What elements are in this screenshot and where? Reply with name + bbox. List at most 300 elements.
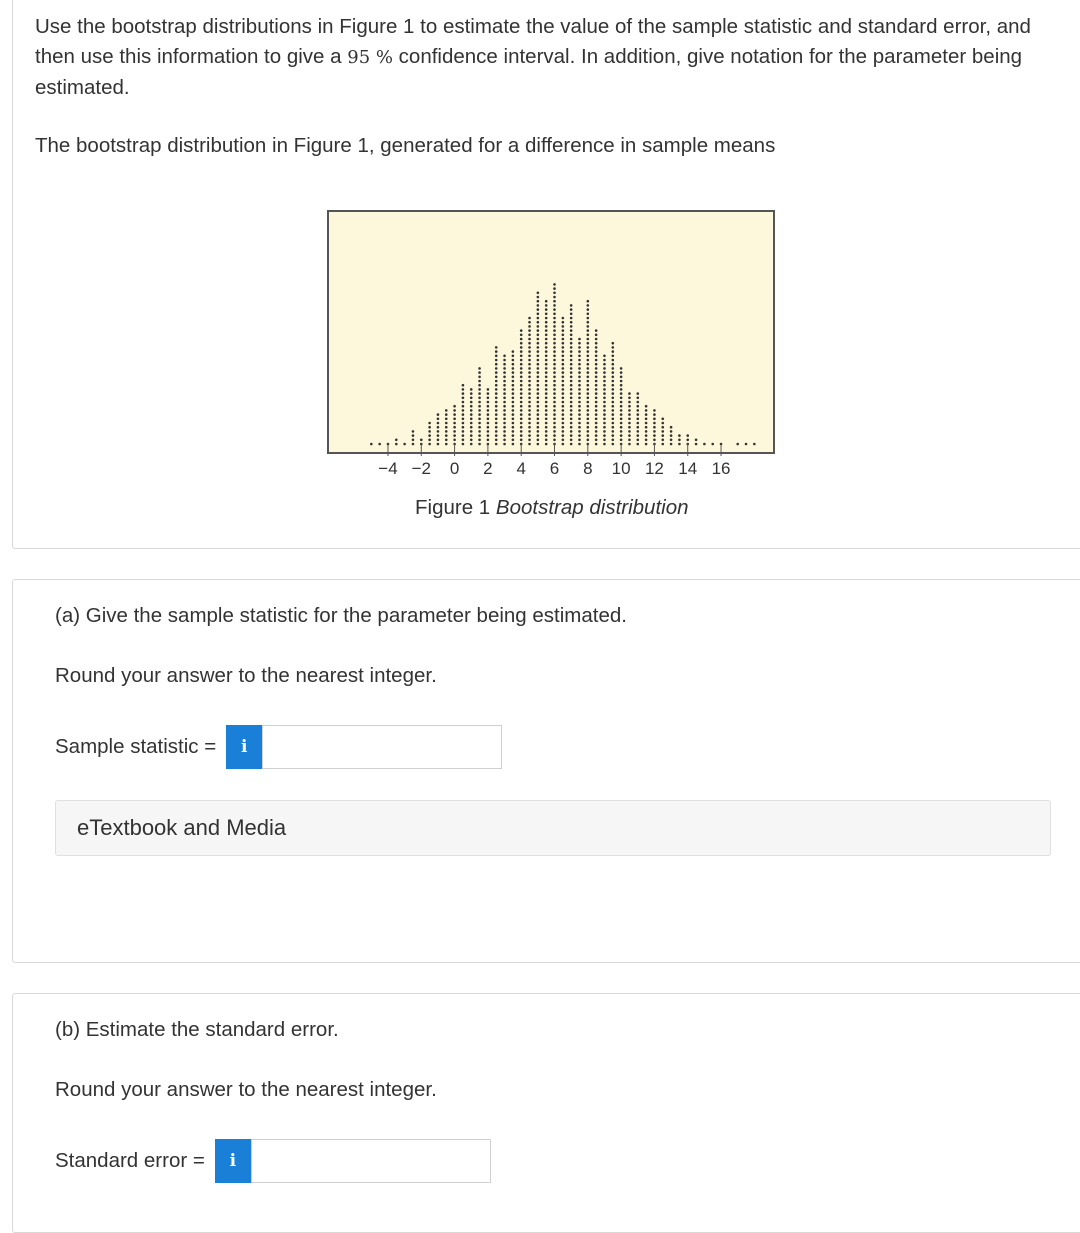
dot-column bbox=[628, 392, 631, 445]
dot bbox=[470, 397, 473, 400]
dot bbox=[603, 380, 606, 383]
dot bbox=[545, 308, 548, 311]
dot bbox=[520, 401, 523, 404]
dot bbox=[570, 422, 573, 425]
dot bbox=[503, 367, 506, 370]
dot-column bbox=[495, 346, 498, 445]
dot bbox=[620, 392, 623, 395]
dot bbox=[503, 413, 506, 416]
dot bbox=[478, 392, 481, 395]
dot bbox=[587, 409, 590, 412]
dot bbox=[537, 371, 540, 374]
dot bbox=[520, 329, 523, 332]
dot bbox=[487, 413, 490, 416]
dot bbox=[636, 397, 639, 400]
dot bbox=[628, 439, 631, 442]
dot bbox=[512, 350, 515, 353]
dot bbox=[528, 329, 531, 332]
dot bbox=[487, 426, 490, 429]
dot bbox=[470, 409, 473, 412]
dot bbox=[578, 439, 581, 442]
dot-column bbox=[428, 422, 431, 446]
dot bbox=[645, 434, 648, 437]
dot bbox=[620, 405, 623, 408]
dot bbox=[545, 392, 548, 395]
dot bbox=[553, 392, 556, 395]
dot bbox=[553, 350, 556, 353]
dot bbox=[545, 409, 548, 412]
dot bbox=[562, 434, 565, 437]
dot bbox=[570, 405, 573, 408]
dot bbox=[545, 342, 548, 345]
dot bbox=[562, 384, 565, 387]
dot bbox=[545, 304, 548, 307]
dot bbox=[503, 392, 506, 395]
dot bbox=[512, 380, 515, 383]
dot bbox=[562, 342, 565, 345]
dot bbox=[553, 405, 556, 408]
dot bbox=[545, 430, 548, 433]
dot bbox=[537, 338, 540, 341]
dot bbox=[603, 405, 606, 408]
dot bbox=[578, 338, 581, 341]
x-tick-label: 6 bbox=[549, 459, 560, 478]
dot bbox=[528, 334, 531, 337]
dot bbox=[553, 300, 556, 303]
dot bbox=[562, 439, 565, 442]
dot bbox=[603, 430, 606, 433]
dot bbox=[537, 367, 540, 370]
dot bbox=[545, 380, 548, 383]
dot bbox=[453, 405, 456, 408]
dot bbox=[578, 413, 581, 416]
dot bbox=[570, 392, 573, 395]
dot bbox=[512, 409, 515, 412]
dot bbox=[520, 384, 523, 387]
dot bbox=[537, 384, 540, 387]
dot bbox=[445, 426, 448, 429]
dot bbox=[537, 325, 540, 328]
dot bbox=[562, 338, 565, 341]
dot bbox=[611, 371, 614, 374]
part-b-title: (b) Estimate the standard error. bbox=[55, 1018, 339, 1041]
dot bbox=[570, 342, 573, 345]
dot bbox=[553, 367, 556, 370]
dot bbox=[495, 439, 498, 442]
dot bbox=[528, 359, 531, 362]
dot bbox=[412, 430, 415, 433]
dot bbox=[437, 413, 440, 416]
dot bbox=[570, 430, 573, 433]
dot bbox=[620, 409, 623, 412]
dot bbox=[620, 388, 623, 391]
dot bbox=[453, 413, 456, 416]
dot bbox=[562, 397, 565, 400]
dot bbox=[470, 434, 473, 437]
dot bbox=[603, 388, 606, 391]
dot bbox=[495, 380, 498, 383]
dot bbox=[512, 422, 515, 425]
dot bbox=[553, 287, 556, 290]
dot bbox=[512, 397, 515, 400]
dot bbox=[653, 413, 656, 416]
dot bbox=[512, 434, 515, 437]
dot bbox=[553, 426, 556, 429]
dot bbox=[620, 430, 623, 433]
dot bbox=[603, 359, 606, 362]
standard-error-row bbox=[55, 1138, 491, 1184]
dot bbox=[545, 418, 548, 421]
dot bbox=[570, 418, 573, 421]
dot bbox=[512, 359, 515, 362]
dot-column bbox=[562, 317, 565, 446]
dot bbox=[578, 418, 581, 421]
dot bbox=[595, 376, 598, 379]
x-tick-label: −2 bbox=[411, 459, 431, 478]
dot bbox=[545, 426, 548, 429]
dot bbox=[503, 439, 506, 442]
dot bbox=[653, 422, 656, 425]
dot bbox=[553, 430, 556, 433]
dot bbox=[587, 363, 590, 366]
dot bbox=[570, 338, 573, 341]
x-tick-label: 12 bbox=[644, 459, 664, 478]
dot bbox=[570, 325, 573, 328]
part-b-card bbox=[12, 993, 1080, 1233]
dot bbox=[428, 422, 431, 425]
dot bbox=[553, 338, 556, 341]
dot bbox=[495, 392, 498, 395]
dot bbox=[628, 401, 631, 404]
dot bbox=[595, 430, 598, 433]
dot bbox=[562, 388, 565, 391]
dot bbox=[453, 418, 456, 421]
dot bbox=[470, 418, 473, 421]
dot bbox=[537, 292, 540, 295]
dot bbox=[503, 388, 506, 391]
dot bbox=[545, 434, 548, 437]
dot bbox=[570, 384, 573, 387]
dot bbox=[537, 355, 540, 358]
dot bbox=[470, 422, 473, 425]
dot bbox=[545, 300, 548, 303]
dot bbox=[503, 371, 506, 374]
dot bbox=[512, 388, 515, 391]
dot bbox=[595, 350, 598, 353]
dot bbox=[587, 439, 590, 442]
dot bbox=[562, 363, 565, 366]
dot bbox=[528, 384, 531, 387]
dot bbox=[545, 371, 548, 374]
dot bbox=[528, 325, 531, 328]
dot bbox=[453, 439, 456, 442]
part-a-card bbox=[12, 579, 1080, 963]
dot bbox=[628, 418, 631, 421]
dot bbox=[537, 439, 540, 442]
dot bbox=[562, 321, 565, 324]
dot bbox=[562, 350, 565, 353]
dot bbox=[462, 434, 465, 437]
dot bbox=[661, 418, 664, 421]
dot bbox=[578, 384, 581, 387]
dot bbox=[470, 413, 473, 416]
dot bbox=[578, 363, 581, 366]
dot bbox=[587, 401, 590, 404]
dot bbox=[478, 376, 481, 379]
dot bbox=[578, 380, 581, 383]
dot bbox=[578, 405, 581, 408]
sample-statistic-input[interactable] bbox=[262, 725, 502, 769]
dot bbox=[570, 359, 573, 362]
dot bbox=[537, 346, 540, 349]
dot bbox=[503, 426, 506, 429]
dot bbox=[620, 380, 623, 383]
dot bbox=[512, 392, 515, 395]
dot bbox=[478, 384, 481, 387]
x-tick-label: 10 bbox=[611, 459, 631, 478]
dot bbox=[528, 350, 531, 353]
dot bbox=[520, 380, 523, 383]
dot bbox=[537, 392, 540, 395]
dot bbox=[537, 342, 540, 345]
dot bbox=[545, 405, 548, 408]
dot bbox=[587, 380, 590, 383]
dot bbox=[553, 434, 556, 437]
dot bbox=[495, 371, 498, 374]
dot bbox=[570, 367, 573, 370]
dot bbox=[537, 308, 540, 311]
dot bbox=[645, 413, 648, 416]
dot bbox=[628, 422, 631, 425]
dot bbox=[528, 397, 531, 400]
dot bbox=[570, 426, 573, 429]
dot bbox=[528, 434, 531, 437]
dot bbox=[570, 380, 573, 383]
dot bbox=[553, 409, 556, 412]
dot bbox=[611, 355, 614, 358]
dot bbox=[478, 418, 481, 421]
dot bbox=[578, 359, 581, 362]
dot bbox=[587, 325, 590, 328]
dot bbox=[562, 346, 565, 349]
dot bbox=[512, 405, 515, 408]
dot bbox=[570, 308, 573, 311]
dot bbox=[545, 338, 548, 341]
dot bbox=[645, 405, 648, 408]
dot bbox=[570, 350, 573, 353]
dot bbox=[520, 342, 523, 345]
dot bbox=[553, 439, 556, 442]
dot bbox=[562, 359, 565, 362]
dot bbox=[587, 338, 590, 341]
dot bbox=[537, 422, 540, 425]
dot bbox=[562, 380, 565, 383]
dot bbox=[636, 418, 639, 421]
dot bbox=[553, 342, 556, 345]
dot bbox=[595, 346, 598, 349]
dot bbox=[462, 422, 465, 425]
dot bbox=[562, 367, 565, 370]
dot bbox=[445, 413, 448, 416]
dot bbox=[545, 334, 548, 337]
dot bbox=[587, 434, 590, 437]
dot bbox=[603, 434, 606, 437]
question-prompt bbox=[35, 12, 1065, 103]
dot bbox=[570, 413, 573, 416]
dot bbox=[512, 355, 515, 358]
dot bbox=[453, 422, 456, 425]
dot-column bbox=[528, 317, 531, 446]
dot bbox=[478, 388, 481, 391]
dot bbox=[478, 430, 481, 433]
dot bbox=[553, 329, 556, 332]
dot bbox=[537, 350, 540, 353]
dot bbox=[520, 392, 523, 395]
dot bbox=[570, 371, 573, 374]
dot bbox=[537, 418, 540, 421]
dot bbox=[587, 371, 590, 374]
dot bbox=[578, 434, 581, 437]
dot bbox=[570, 376, 573, 379]
dot bbox=[553, 325, 556, 328]
dot bbox=[611, 342, 614, 345]
dot-column bbox=[470, 388, 473, 445]
dot bbox=[462, 439, 465, 442]
dot bbox=[495, 359, 498, 362]
dot bbox=[495, 434, 498, 437]
dot bbox=[661, 422, 664, 425]
dot bbox=[528, 346, 531, 349]
dot bbox=[537, 413, 540, 416]
dot bbox=[595, 422, 598, 425]
dot bbox=[512, 376, 515, 379]
dot bbox=[495, 350, 498, 353]
dot bbox=[611, 413, 614, 416]
dot bbox=[570, 346, 573, 349]
dot bbox=[578, 422, 581, 425]
dot bbox=[611, 380, 614, 383]
dot bbox=[570, 401, 573, 404]
dot bbox=[512, 418, 515, 421]
dot bbox=[503, 430, 506, 433]
dot bbox=[445, 418, 448, 421]
dot bbox=[545, 359, 548, 362]
info-icon[interactable]: i bbox=[215, 1139, 251, 1183]
dot bbox=[670, 430, 673, 433]
dot bbox=[495, 418, 498, 421]
dot bbox=[628, 397, 631, 400]
dot bbox=[528, 392, 531, 395]
dot bbox=[478, 397, 481, 400]
dot bbox=[553, 334, 556, 337]
dot bbox=[603, 439, 606, 442]
dot bbox=[487, 409, 490, 412]
dot bbox=[495, 367, 498, 370]
dot bbox=[528, 426, 531, 429]
dot bbox=[620, 418, 623, 421]
dot bbox=[470, 388, 473, 391]
dot-column bbox=[437, 413, 440, 445]
dot bbox=[603, 363, 606, 366]
dot bbox=[503, 380, 506, 383]
dot bbox=[570, 334, 573, 337]
dot bbox=[520, 388, 523, 391]
dot bbox=[595, 384, 598, 387]
dot bbox=[653, 409, 656, 412]
dot bbox=[678, 434, 681, 437]
dot bbox=[570, 321, 573, 324]
dot bbox=[545, 350, 548, 353]
dot bbox=[503, 422, 506, 425]
dot bbox=[611, 376, 614, 379]
dot bbox=[512, 430, 515, 433]
dot bbox=[587, 376, 590, 379]
dot bbox=[503, 401, 506, 404]
dot bbox=[562, 409, 565, 412]
dot bbox=[520, 430, 523, 433]
dot bbox=[562, 422, 565, 425]
dot bbox=[553, 401, 556, 404]
dot bbox=[553, 292, 556, 295]
dot bbox=[537, 300, 540, 303]
dot bbox=[462, 401, 465, 404]
dot bbox=[503, 397, 506, 400]
dot bbox=[636, 422, 639, 425]
dot bbox=[653, 439, 656, 442]
info-icon[interactable]: i bbox=[226, 725, 262, 769]
dot bbox=[553, 321, 556, 324]
dot bbox=[661, 426, 664, 429]
dot bbox=[570, 439, 573, 442]
dot bbox=[487, 401, 490, 404]
dot bbox=[537, 321, 540, 324]
dot bbox=[603, 409, 606, 412]
dot-column bbox=[620, 367, 623, 445]
dot bbox=[587, 426, 590, 429]
sample-statistic-label: Sample statistic = bbox=[55, 735, 217, 758]
dot bbox=[611, 350, 614, 353]
dot bbox=[553, 355, 556, 358]
dot bbox=[428, 430, 431, 433]
dot-column bbox=[653, 409, 656, 445]
dot bbox=[603, 371, 606, 374]
dot bbox=[587, 405, 590, 408]
dot bbox=[445, 439, 448, 442]
dot bbox=[587, 342, 590, 345]
dot bbox=[570, 397, 573, 400]
dot bbox=[578, 409, 581, 412]
dot bbox=[603, 422, 606, 425]
dot bbox=[570, 329, 573, 332]
dot bbox=[553, 317, 556, 320]
dot bbox=[462, 430, 465, 433]
standard-error-input[interactable] bbox=[251, 1139, 491, 1183]
dot bbox=[537, 334, 540, 337]
dot bbox=[445, 434, 448, 437]
dot bbox=[553, 371, 556, 374]
dot bbox=[462, 384, 465, 387]
dot bbox=[628, 392, 631, 395]
etextbook-media-button[interactable]: eTextbook and Media bbox=[55, 800, 1051, 856]
dot bbox=[520, 439, 523, 442]
dot bbox=[545, 325, 548, 328]
dot bbox=[611, 363, 614, 366]
dot bbox=[636, 434, 639, 437]
dot bbox=[611, 392, 614, 395]
dot bbox=[495, 413, 498, 416]
dot bbox=[462, 388, 465, 391]
dot bbox=[478, 409, 481, 412]
